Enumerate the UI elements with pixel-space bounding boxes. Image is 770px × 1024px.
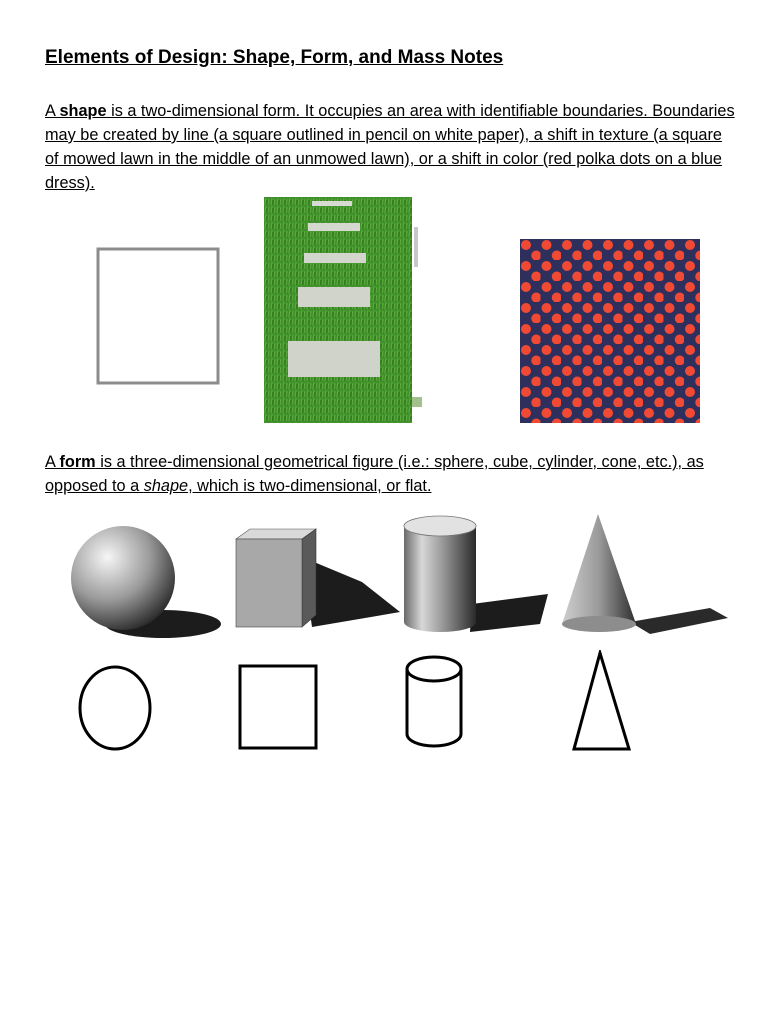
shape-term: shape: [59, 102, 107, 120]
shape-paragraph: [45, 99, 735, 195]
page-title: Elements of Design: Shape, Form, and Mass Notes: [45, 47, 504, 68]
form-definition-b: , which is two-dimensional, or flat.: [188, 477, 432, 495]
form-paragraph: [45, 450, 735, 498]
form-lead: A: [45, 453, 60, 471]
shaded-cylinder: [400, 514, 550, 640]
outline-square: [238, 664, 320, 750]
shaded-cone: [560, 512, 730, 636]
outline-circle: [77, 664, 153, 752]
pencil-square-figure: [96, 247, 220, 385]
shaded-sphere: [65, 520, 225, 640]
form-term: form: [59, 453, 96, 471]
shape-lead: A: [45, 102, 60, 120]
mowed-lawn-image: [264, 197, 424, 423]
shape-term-italic: shape: [143, 477, 189, 495]
polka-dot-image: [520, 239, 700, 423]
shape-definition: is a two-dimensional form. It occupies an area with identifiable boundaries. Boundaries may be created by line (a square outlined in pencil on white paper), a shift in texture (a square of mowed lawn in the middle of an unmowed lawn), or a shift in color (red polka dots on a blue dress).: [45, 102, 735, 192]
outline-cylinder: [403, 654, 465, 750]
shaded-cube: [232, 527, 402, 637]
outline-triangle: [571, 650, 633, 752]
form-definition-a: is a three-dimensional geometrical figure (i.e.: sphere, cube, cylinder, cone, etc.), as opposed to a: [45, 453, 704, 495]
